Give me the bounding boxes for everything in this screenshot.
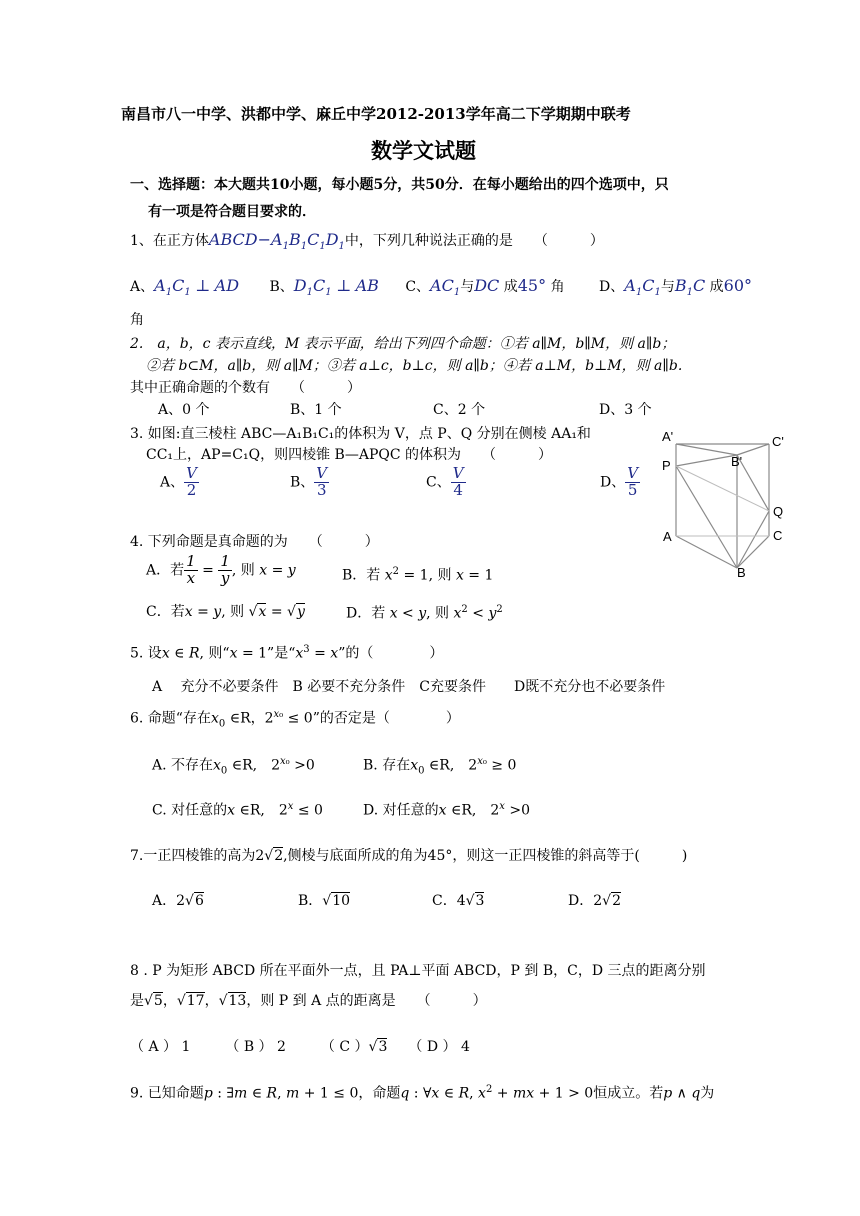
- q7-option-c: C．4√3: [432, 893, 485, 909]
- question-5-options: A 充分不必要条件 B 必要不充分条件 C充要条件 D既不充分也不必要条件: [152, 679, 666, 695]
- question-7-stem: 7.一正四棱锥的高为2√2,侧棱与底面所成的角为45°，则这一正四棱锥的斜高等于( ): [130, 848, 688, 864]
- q3-option-d: D、 $\frac{V}{5}$: [600, 464, 639, 499]
- question-9-stem: 9. 已知命题p : ∃m ∈ R, m + 1 ≤ 0，命题q : ∀x ∈ R, $x^2$ + mx + 1 > 0恒成立。若p ∧ q为: [130, 1084, 715, 1102]
- question-3-line2: CC₁上，AP=C₁Q，则四棱锥 B—APQC 的体积为 （ ）: [146, 447, 553, 463]
- q6-option-c: C. 对任意的x ∈R, $2^x \le 0$: [152, 801, 323, 819]
- section-heading: 一、选择题：本大题共10小题，每小题5分，共50分．在每小题给出的四个选项中，只: [130, 177, 669, 193]
- question-8-line1: 8 . P 为矩形 ABCD 所在平面外一点，且 PA⊥平面 ABCD，P 到 B，C，D 三点的距离分别: [130, 963, 706, 979]
- question-1-stem: 1、在正方体$ABCD-A_1B_1C_1D_1$中，下列几种说法正确的是 （ ）: [130, 230, 604, 253]
- q4-option-b: B．若 $x^2 = 1$, 则 x = 1: [342, 566, 494, 584]
- label-b: B: [737, 565, 746, 578]
- question-8-options: （ A ） 1 （ B ） 2 （ C ）√3 （ D ） 4: [130, 1039, 470, 1055]
- label-a: A: [663, 529, 672, 544]
- question-2-line2: ②若 b⊂M，a∥b，则 a∥M；③若 a⊥c，b⊥c，则 a∥b；④若 a⊥M，b⊥M，则 a∥b.: [146, 358, 683, 374]
- question-2-line3: 其中正确命题的个数有 （ ）: [130, 380, 361, 396]
- q1-option-a: A、$A_1C_1$ ⊥ AD: [130, 276, 240, 299]
- q3-option-a: A、 $\frac{V}{2}$: [160, 464, 197, 499]
- label-c: C: [773, 528, 783, 543]
- q7-option-a: A．2√6: [152, 893, 204, 909]
- q7-option-d: D．2√2: [568, 893, 621, 909]
- question-1-options: [130, 276, 752, 299]
- q1-option-c: C、$AC_1$与DC 成45° 角: [405, 276, 565, 299]
- question-6-stem: 6. 命题“存在$x_0$ ∈R，$2^{x_0} \le 0$”的否定是（ ）: [130, 709, 460, 730]
- question-8-line2: 是√5，√17，√13，则 P 到 A 点的距离是 （ ）: [130, 993, 487, 1009]
- q7-option-b: B．√10: [298, 893, 351, 909]
- q6-option-a: A. 不存在$x_0$ ∈R, $2^{x_0} >0$: [152, 756, 315, 777]
- question-1-wrap: 角: [130, 312, 144, 328]
- q1-option-d: D、$A_1C_1$与$B_1C$ 成60°: [599, 276, 753, 299]
- q2-option-d: D、3 个: [599, 402, 652, 418]
- q3-option-b: B、 $\frac{V}{3}$: [290, 464, 328, 499]
- exam-subtitle: 数学文试题: [371, 138, 476, 163]
- question-5-stem: 5. 设x ∈ R, 则“x = 1”是“$x^3 = x$”的（ ）: [130, 644, 444, 662]
- section-heading-cont: 有一项是符合题目要求的．: [148, 204, 316, 220]
- exam-title: 南昌市八一中学、洪都中学、麻丘中学2012-2013学年高二下学期期中联考: [121, 105, 631, 123]
- q6-option-d: D. 对任意的x ∈R, $2^x >0$: [363, 801, 530, 819]
- question-3-line1: 3. 如图:直三棱柱 ABC—A₁B₁C₁的体积为 V，点 P、Q 分别在侧棱 AA₁和: [130, 426, 591, 442]
- prism-figure: [660, 428, 810, 578]
- question-4-stem: 4. 下列命题是真命题的为 （ ）: [130, 534, 379, 550]
- q6-option-b: B. 存在$x_0$ ∈R, $2^{x_0} \ge 0$: [363, 756, 517, 777]
- q3-option-c: C、 $\frac{V}{4}$: [426, 464, 464, 499]
- q2-option-a: A、0 个: [158, 402, 210, 418]
- q4-option-a: A．若 $\frac{1}{x}$ = $\frac{1}{y}$ , 则 x = y: [146, 552, 296, 587]
- q1-option-b: B、$D_1C_1$ ⊥ AB: [269, 276, 379, 299]
- q4-option-d: D．若 x < y, 则 $x^2 < y^2$: [346, 604, 503, 622]
- question-2-line1: 2. a，b，c 表示直线，M 表示平面，给出下列四个命题：①若 a∥M，b∥M，则 a∥b；: [130, 336, 676, 352]
- label-a-prime: A': [662, 429, 674, 444]
- q2-option-b: B、1 个: [290, 402, 342, 418]
- q2-option-c: C、2 个: [433, 402, 486, 418]
- label-b-prime: B': [731, 454, 743, 469]
- label-p: P: [662, 458, 671, 473]
- label-c-prime: C': [772, 434, 784, 449]
- q4-option-c: C．若x = y, 则 √x = √y: [146, 604, 305, 620]
- label-q: Q: [773, 504, 784, 519]
